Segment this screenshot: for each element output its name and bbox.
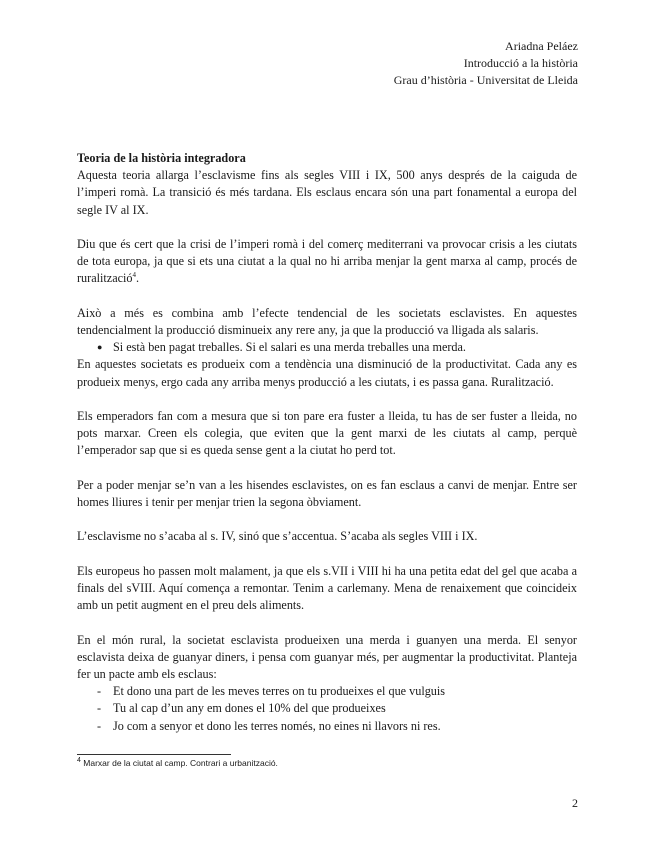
paragraph-9: En el món rural, la societat esclavista produeixen una merda i guanyen una merda. El senyor esclavista deixa de guanyar diners, i pensa com guanyar més, per augmentar la productivitat. Planteja fer un pacte amb els esclaus: (77, 632, 577, 681)
pact-list (77, 683, 577, 735)
paragraph-4: En aquestes societats es produeix com a tendència una disminució de la productivitat. Cada any es produeix menys, ergo cada any arriba menys producció a les ciutats, i es passa gana. Ruralització. (77, 357, 577, 389)
bullet-list (77, 339, 577, 356)
footnote (77, 758, 278, 769)
header-course: Introducció a la història (463, 56, 578, 70)
page-header (394, 38, 578, 89)
paragraph-3: Això a més es combina amb l’efecte tendencial de les societats esclavistes. En aquestes tendencialment la producció disminueix any rere any, ja que la producció va lligada als salaris. (77, 305, 577, 337)
pact-item: - Tu al cap d’un any em dones el 10% del que produeixes (77, 700, 577, 717)
section-title: Teoria de la història integradora (77, 151, 246, 165)
paragraph-2-text: Diu que és cert que la crisi de l’imperi romà i del comerç mediterrani va provocar crisis a les ciutats de tota europa, ja que si ets una ciutat a la qual no hi arriba menjar la gent marxa al camp, procés de ruralització (77, 237, 577, 286)
page-number: 2 (572, 796, 578, 810)
footnote-ref[interactable]: 4 (132, 271, 136, 280)
footnote-text: Marxar de la ciutat al camp. Contrari a urbanització. (83, 758, 278, 768)
document-body (77, 150, 577, 735)
paragraph-1: Aquesta teoria allarga l’esclavisme fins als segles VIII i IX, 500 anys després de la caiguda de l’imperi romà. La transició és més tardana. Els esclaus encara són una part fonamental a europa del segle IV al IX. (77, 168, 577, 217)
paragraph-6: Per a poder menjar se’n van a les hisendes esclavistes, on es fan esclaus a canvi de menjar. Entre ser homes lliures i tenir per menjar trien la segona òbviament. (77, 477, 577, 509)
footnote-number: 4 (77, 757, 81, 765)
header-degree: Grau d’història - Universitat de Lleida (393, 73, 578, 87)
footnote-separator (77, 754, 231, 755)
paragraph-7: L’esclavisme no s’acaba al s. IV, sinó que s’accentua. S’acaba als segles VIII i IX. (77, 529, 478, 544)
paragraph-5: Els emperadors fan com a mesura que si ton pare era fuster a lleida, tu has de ser fuster a lleida, no pots marxar. Creen els colegia, que eviten que la gent marxi de les ciutats al camp, perquè l’emperador sap que si es queda sense gent a la ciutat ho perd tot. (77, 409, 577, 458)
paragraph-2: Diu que és cert que la crisi de l’imperi romà i del comerç mediterrani va provocar crisis a les ciutats de tota europa, ja que si ets una ciutat a la qual no hi arriba menjar la gent marxa al camp, procés de ruralització$^4$. (77, 237, 577, 286)
pact-item: - Et dono una part de les meves terres on tu produeixes el que vulguis (77, 683, 577, 700)
bullet-item: ● Si està ben pagat treballes. Si el salari es una merda treballes una merda. (77, 339, 577, 356)
pact-item: - Jo com a senyor et dono les terres només, no eines ni llavors ni res. (77, 718, 577, 735)
paragraph-8: Els europeus ho passen molt malament, ja que els s.VII i VIII hi ha una petita edat del gel que acaba a finals del sVIII. Aquí comença a remontar. Tenim a carlemany. Mena de renaixement que coincideix amb un petit augment en el preu dels aliments. (77, 563, 577, 613)
header-author: Ariadna Peláez (505, 39, 578, 53)
